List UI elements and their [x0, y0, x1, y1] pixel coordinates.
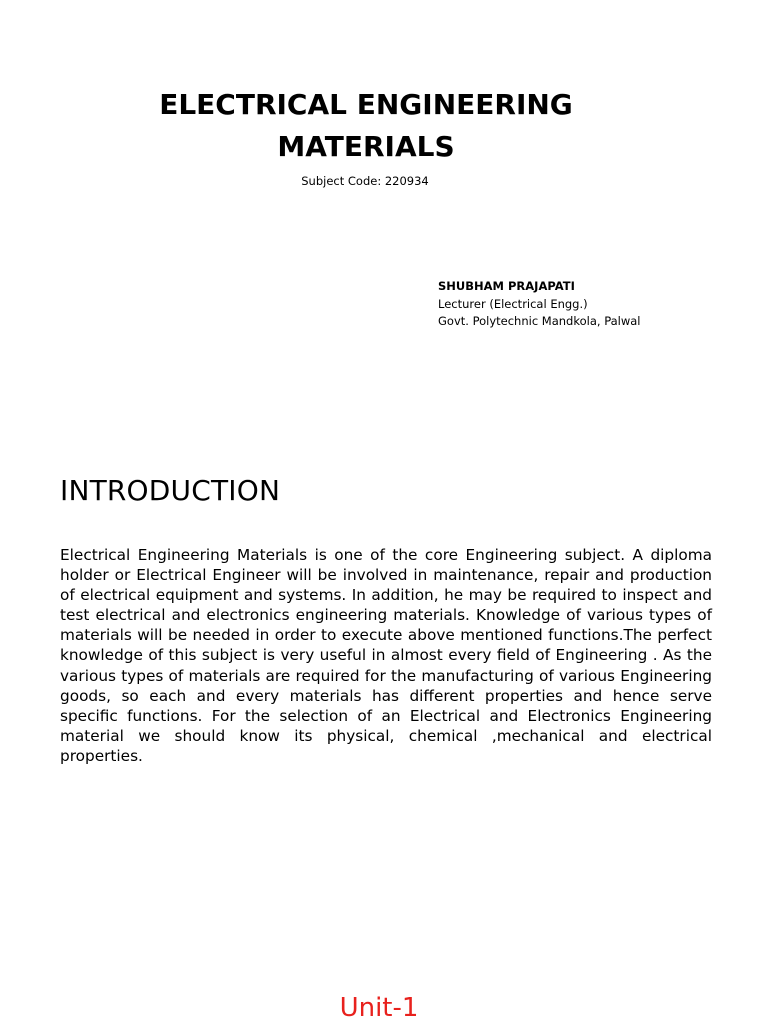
document-title: [90, 84, 642, 168]
introduction-heading: INTRODUCTION: [60, 474, 281, 507]
introduction-paragraph: Electrical Engineering Materials is one of the core Engineering subject. A diploma holder or Electrical Engineer will be involved in maintenance, repair and production of electrical equipment and systems. In addition, he may be required to inspect and test electrical and electronics engineering materials. Knowledge of various types of materials will be needed in order to execute above mentioned functions.The perfect knowledge of this subject is very useful in almost every field of Engineering . As the various types of materials are required for the manufacturing of various Engineering goods, so each and every materials has different properties and hence serve specific functions. For the selection of an Electrical and Electronics Engineering material we should know its physical, chemical ,mechanical and electrical properties.: [60, 546, 712, 765]
author-name: SHUBHAM PRAJAPATI: [438, 279, 575, 293]
title-line-1: ELECTRICAL ENGINEERING: [159, 88, 573, 121]
author-institution: Govt. Polytechnic Mandkola, Palwal: [438, 314, 641, 328]
subject-code: Subject Code: 220934: [301, 174, 429, 188]
unit-label: Unit-1: [339, 993, 419, 1023]
author-block: [438, 278, 758, 331]
author-designation: Lecturer (Electrical Engg.): [438, 296, 588, 311]
title-line-2: MATERIALS: [277, 130, 455, 163]
